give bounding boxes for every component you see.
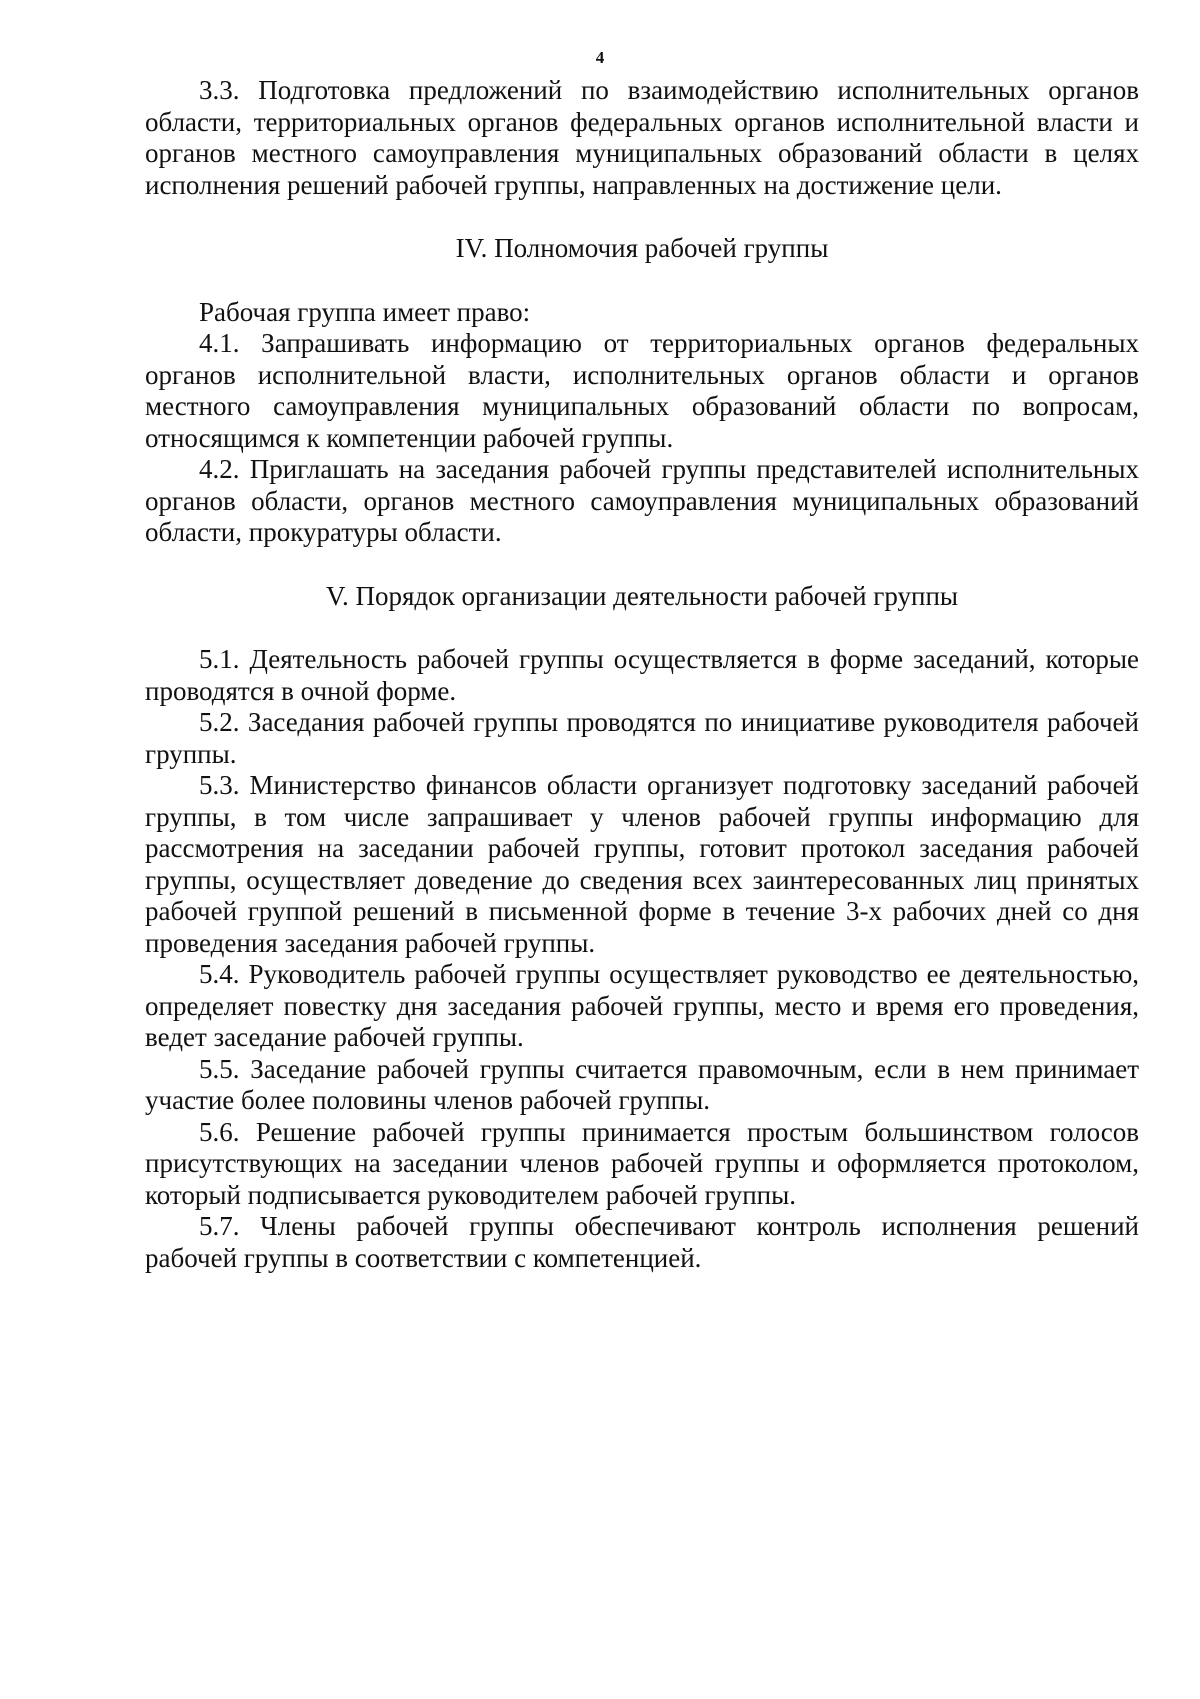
section-heading-v: V. Порядок организации деятельности рабочей группы [325,580,959,611]
paragraph-3-3: 3.3. Подготовка предложений по взаимодействию исполнительных органов области, территориальных органов федеральных органов исполнительной власти и органов местного самоуправления муниципальных образований области в целях исполнения решений рабочей группы, направленных на достижение цели. [145,75,1139,200]
page-number: 4 [595,48,605,67]
paragraph-5-3: 5.3. Министерство финансов области организует подготовку заседаний рабочей группы, в том числе запрашивает у членов рабочей группы информацию для рассмотрения на заседании рабочей группы, готовит протокол заседания рабочей группы, осуществляет доведение до сведения всех заинтересованных лиц принятых рабочей группой решений в письменной форме в течение 3-х рабочих дней со дня проведения заседания рабочей группы. [145,770,1139,958]
paragraph-4-2: 4.2. Приглашать на заседания рабочей группы представителей исполнительных органов области, органов местного самоуправления муниципальных образований области, прокуратуры области. [145,454,1139,547]
paragraph-5-5: 5.5. Заседание рабочей группы считается правомочным, если в нем принимает участие более половины членов рабочей группы. [145,1053,1139,1115]
paragraph-5-2: 5.2. Заседания рабочей группы проводятся по инициативе руководителя рабочей группы. [145,707,1139,769]
section-heading-iv: IV. Полномочия рабочей группы [455,233,829,263]
document-body [145,75,1139,1274]
paragraph-5-7: 5.7. Члены рабочей группы обеспечивают контроль исполнения решений рабочей группы в соответствии с компетенцией. [145,1211,1139,1273]
paragraph-5-4: 5.4. Руководитель рабочей группы осуществляет руководство ее деятельностью, определяет повестку дня заседания рабочей группы, место и время его проведения, ведет заседание рабочей группы. [145,959,1139,1052]
paragraph-5-1: 5.1. Деятельность рабочей группы осуществляется в форме заседаний, которые проводятся в очной форме. [145,644,1139,706]
paragraph-5-6: 5.6. Решение рабочей группы принимается простым большинством голосов присутствующих на заседании членов рабочей группы и оформляется протоколом, который подписывается руководителем рабочей группы. [145,1116,1139,1210]
paragraph-intro-4: Рабочая группа имеет право: [199,296,531,327]
paragraph-4-1: 4.1. Запрашивать информацию от территориальных органов федеральных органов исполнительной власти, исполнительных органов области и органов местного самоуправления муниципальных образований области по вопросам, относящимся к компетенции рабочей группы. [145,328,1139,453]
